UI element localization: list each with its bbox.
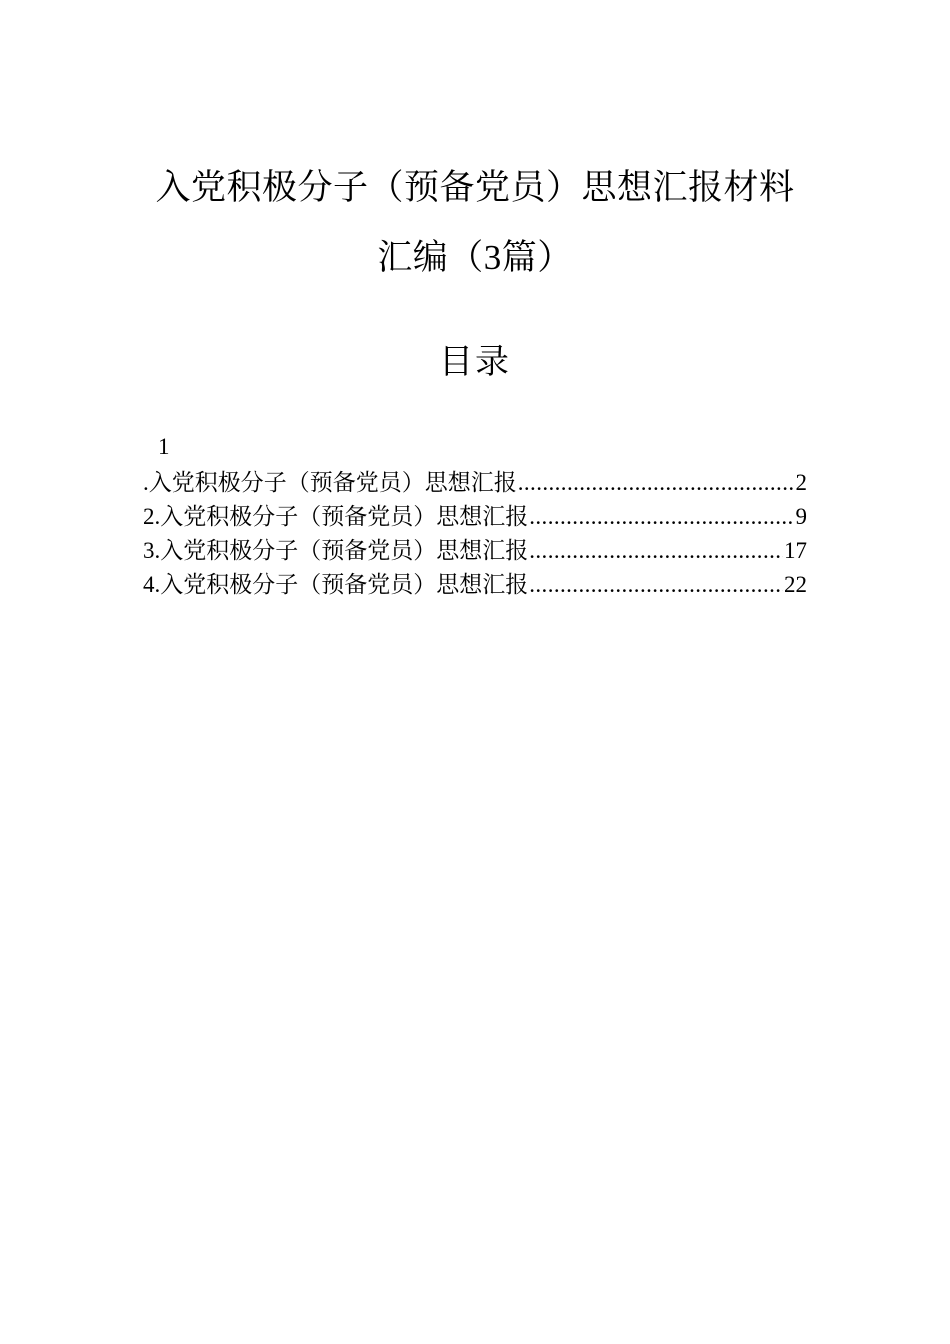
title-article-count: 3 [483,238,502,277]
document-title-line-1: 入党积极分子（预备党员）思想汇报材料 [155,168,795,208]
toc-entry-label: 入党积极分子（预备党员）思想汇报 [160,538,529,564]
toc-entry-number: . [143,470,149,495]
toc-entry-number: 4. [143,572,161,597]
toc-heading: 目录 [439,342,511,382]
toc-entry-label: 入党积极分子（预备党员）思想汇报 [160,504,529,530]
toc-entry-2[interactable] [143,501,807,533]
toc-entry-page: 22 [784,572,807,597]
toc-entry-1[interactable] [143,467,807,499]
toc-entry-label: 入党积极分子（预备党员）思想汇报 [148,470,517,496]
toc-entry-3[interactable] [143,535,807,567]
toc-dot-leader [529,569,783,601]
title-line-2-prefix: 汇编（ [377,238,484,278]
toc-dot-leader [529,535,783,567]
toc-dot-leader [529,501,794,533]
toc-dot-leader [518,467,795,499]
toc-entry-number: 2. [143,504,161,529]
document-title-line-2 [0,236,950,280]
title-line-2-suffix: 篇） [501,238,573,278]
toc-entry-4[interactable] [143,569,807,601]
toc-entry-page: 17 [784,538,807,563]
toc-entry-label: 入党积极分子（预备党员）思想汇报 [160,572,529,598]
toc-entry-page: 2 [795,470,807,495]
toc-stray-number: 1 [158,434,170,459]
toc-entry-number: 3. [143,538,161,563]
toc-entry-page: 9 [795,504,807,529]
